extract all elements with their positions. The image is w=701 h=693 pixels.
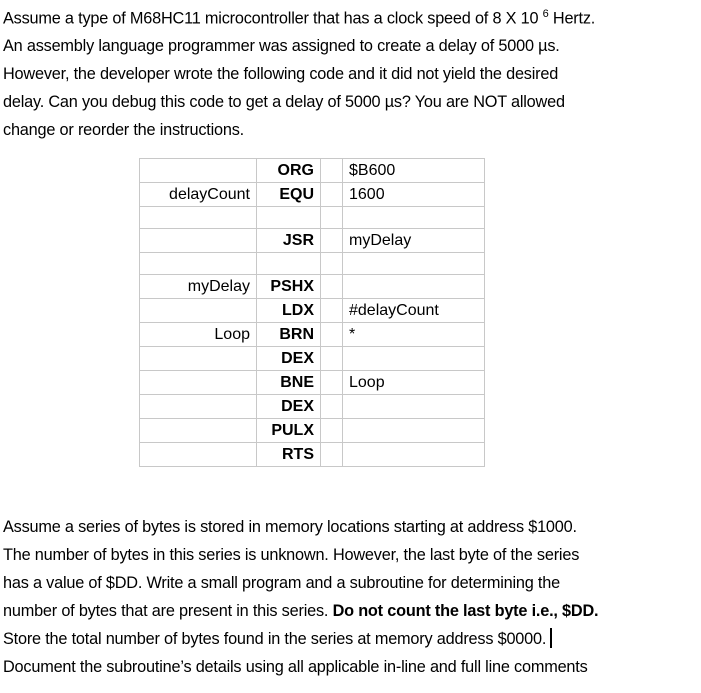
question-2-text [3,513,701,681]
exponent: 6 [542,8,549,20]
code-spacer [321,159,343,183]
code-operand [343,395,485,419]
code-row [140,159,485,183]
code-label: myDelay [140,275,257,299]
code-spacer [321,275,343,299]
code-label: Loop [140,323,257,347]
code-opcode: JSR [257,229,321,253]
code-row [140,299,485,323]
q2-line-4-text: number of bytes that are present in this series. [3,602,333,620]
assembly-code-table [139,158,485,467]
code-row [140,347,485,371]
code-row [140,183,485,207]
code-spacer [321,229,343,253]
code-opcode [257,253,321,275]
q2-line-6: Document the subroutine’s details using all applicable in-line and full line comments [3,658,588,676]
code-opcode: BNE [257,371,321,395]
code-row [140,229,485,253]
q1-line-2: An assembly language programmer was assigned to create a delay of 5000 µs. [3,37,560,56]
code-spacer [321,183,343,207]
code-operand: Loop [343,371,485,395]
code-operand [343,347,485,371]
code-row [140,275,485,299]
code-label [140,347,257,371]
text-cursor [550,628,552,648]
code-label [140,159,257,183]
code-label [140,419,257,443]
code-spacer [321,347,343,371]
code-opcode: DEX [257,395,321,419]
code-label [140,395,257,419]
code-spacer [321,419,343,443]
code-spacer [321,443,343,467]
q1-line-1-text: Assume a type of M68HC11 microcontroller that has a clock speed of 8 X 10 [3,9,543,28]
code-opcode: PSHX [257,275,321,299]
code-opcode: PULX [257,419,321,443]
code-operand [343,253,485,275]
code-label: delayCount [140,183,257,207]
code-opcode [257,207,321,229]
code-row [140,323,485,347]
code-row [140,371,485,395]
code-opcode: RTS [257,443,321,467]
code-spacer [321,299,343,323]
code-label [140,229,257,253]
q1-line-4: delay. Can you debug this code to get a delay of 5000 µs? You are NOT allowed [3,93,565,112]
q2-line-4 [3,597,701,625]
code-opcode: LDX [257,299,321,323]
code-label [140,207,257,229]
code-row [140,395,485,419]
code-label [140,371,257,395]
q1-line-5: change or reorder the instructions. [3,121,244,140]
code-operand [343,207,485,229]
code-spacer [321,253,343,275]
q1-line-1-end: Hertz. [548,9,596,28]
code-operand: 1600 [343,183,485,207]
q2-line-5-text: Store the total number of bytes found in the series at memory address $0000. [3,630,547,648]
q1-line-3: However, the developer wrote the following code and it did not yield the desired [3,65,559,84]
q2-line-1: Assume a series of bytes is stored in memory locations starting at address $1000. [3,518,577,536]
code-spacer [321,207,343,229]
code-operand: myDelay [343,229,485,253]
code-operand: $B600 [343,159,485,183]
code-opcode: ORG [257,159,321,183]
code-opcode: BRN [257,323,321,347]
code-operand: #delayCount [343,299,485,323]
code-label [140,299,257,323]
code-spacer [321,395,343,419]
q1-line-1 [3,0,701,32]
q2-line-3: has a value of $DD. Write a small program and a subroutine for determining the [3,574,560,592]
code-opcode: DEX [257,347,321,371]
code-operand [343,275,485,299]
code-operand [343,443,485,467]
code-operand: * [343,323,485,347]
code-label [140,443,257,467]
code-spacer [321,323,343,347]
code-row [140,443,485,467]
code-opcode: EQU [257,183,321,207]
code-row [140,207,485,229]
q2-line-5 [3,625,701,653]
question-1-text [3,0,701,144]
code-row [140,253,485,275]
code-spacer [321,371,343,395]
code-operand [343,419,485,443]
q2-bold-instruction: Do not count the last byte i.e., $DD [332,602,595,620]
code-label [140,253,257,275]
q2-line-4-end: . [594,602,599,620]
code-row [140,419,485,443]
q2-line-2: The number of bytes in this series is unknown. However, the last byte of the series [3,546,580,564]
